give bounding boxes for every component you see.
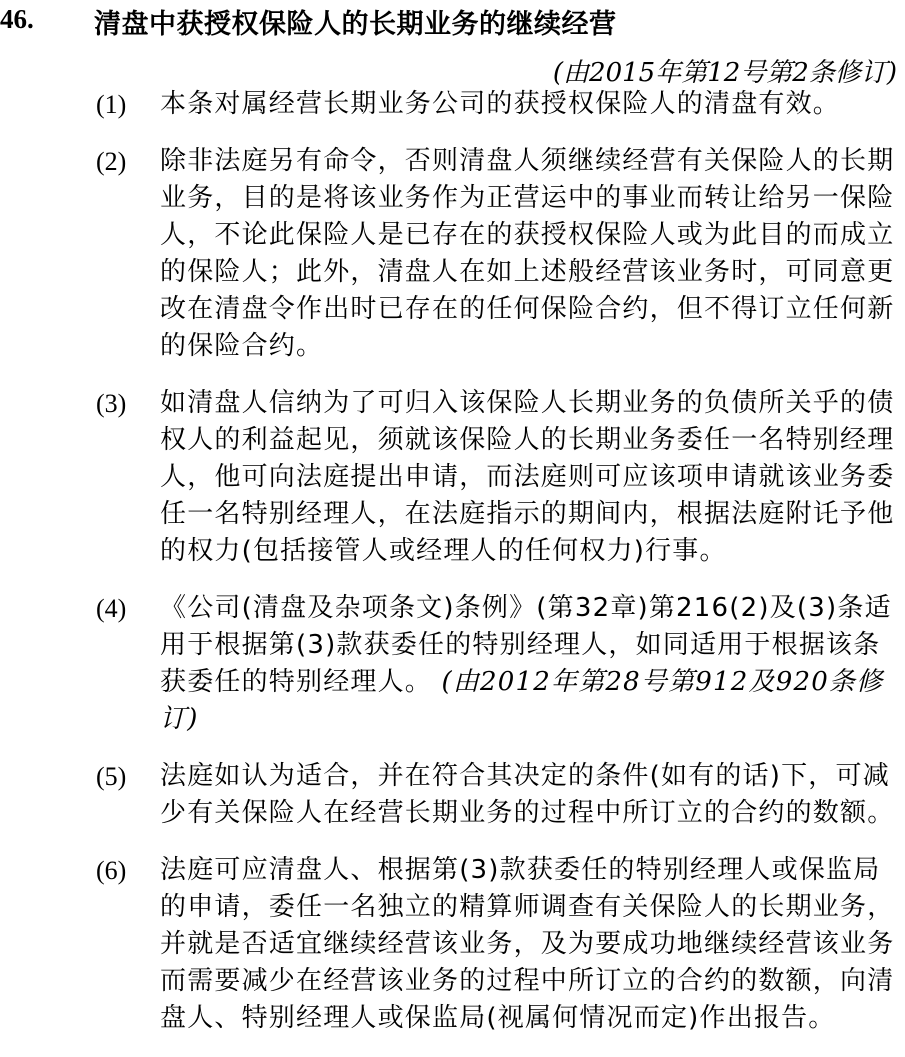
section-number: 46. [0, 4, 34, 34]
clause-2 [0, 143, 905, 365]
clause-number: (6) [96, 856, 127, 885]
clause-text: 法庭如认为适合，并在符合其决定的条件(如有的话)下，可减少有关保险人在经营长期业务的过程中所订立的合约的数额。 [160, 761, 895, 828]
clause-list [0, 86, 905, 1057]
clause-5 [0, 758, 905, 832]
clause-number: (4) [96, 594, 127, 623]
section-amendment-note: (由2015年第12号第2条修订) [552, 58, 897, 88]
clause-text: 如清盘人信纳为了可归入该保险人长期业务的负债所关乎的债权人的利益起见，须就该保险人的长期业务委任一名特别经理人，他可向法庭提出申请，而法庭则可应该项申请就该业务委任一名特别经理人，在法庭指示的期间内，根据法庭附讬予他的权力(包括接管人或经理人的任何权力)行事。 [160, 388, 895, 566]
clause-text: 除非法庭另有命令，否则清盘人须继续经营有关保险人的长期业务，目的是将该业务作为正营运中的事业而转让给另一保险人，不论此保险人是已存在的获授权保险人或为此目的而成立的保险人；此外，清盘人在如上述般经营该业务时，可同意更改在清盘令作出时已存在的任何保险合约，但不得订立任何新的保险合约。 [160, 146, 895, 361]
clause-text: 法庭可应清盘人、根据第(3)款获委任的特别经理人或保监局的申请，委任一名独立的精算师调查有关保险人的长期业务，并就是否适宜继续经营该业务，及为要成功地继续经营该业务而需要减少在经营该业务的过程中所订立的合约的数额，向清盘人、特别经理人或保监局(视属何情况而定)作出报告。 [160, 855, 895, 1033]
section-heading [0, 2, 905, 42]
clause-3 [0, 385, 905, 570]
clause-1 [0, 86, 905, 123]
clause-4 [0, 590, 905, 738]
clause-amendment-note: (由2012年第28号第912及920条修订) [160, 667, 884, 734]
clause-number: (5) [96, 762, 127, 791]
clause-number: (3) [96, 389, 127, 418]
section-title: 清盘中获授权保险人的长期业务的继续经营 [94, 9, 617, 40]
clause-number: (2) [96, 147, 127, 176]
clause-text: 《公司(清盘及杂项条文)条例》(第32章)第216(2)及(3)条适用于根据第(3)款获委任的特别经理人，如同适用于根据该条获委任的特别经理人。 [160, 593, 892, 697]
clause-text-container [160, 590, 895, 738]
clause-number: (1) [96, 90, 127, 119]
clause-text: 本条对属经营长期业务公司的获授权保险人的清盘有效。 [160, 89, 841, 119]
clause-6 [0, 852, 905, 1037]
